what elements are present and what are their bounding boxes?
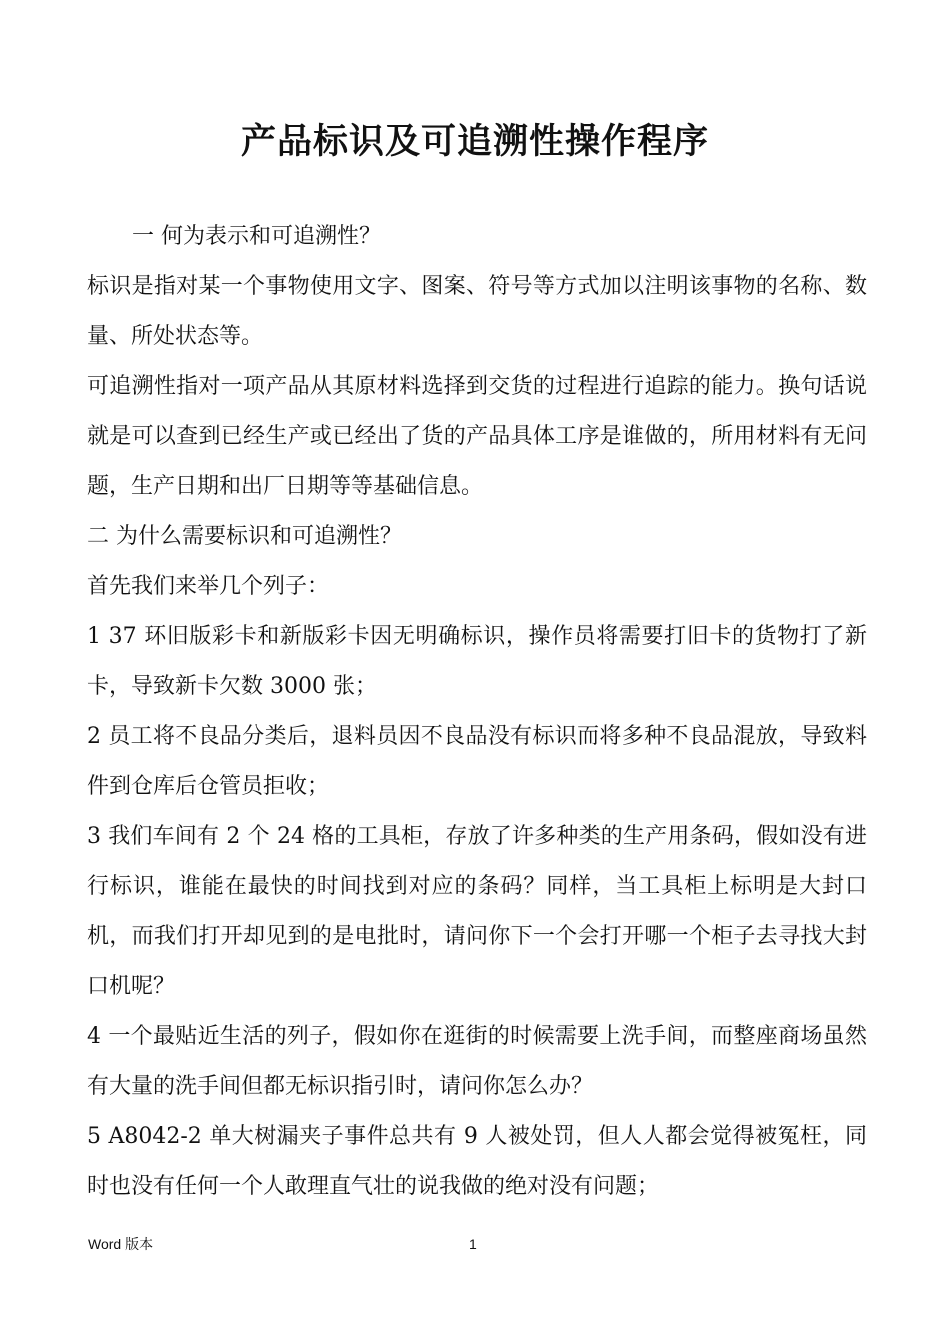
example-item-3: 3 我们车间有 2 个 24 格的工具柜，存放了许多种类的生产用条码，假如没有进行标识，谁能在最快的时间找到对应的条码？同样，当工具柜上标明是大封口机，而我们打开却见到的是电批时，请问你下一个会打开哪一个柜子去寻找大封口机呢？	[87, 824, 867, 999]
paragraph-traceability-definition: 可追溯性指对一项产品从其原材料选择到交货的过程进行追踪的能力。换句话说就是可以查到已经生产或已经出了货的产品具体工序是谁做的，所用材料有无问题，生产日期和出厂日期等等基础信息。	[87, 374, 867, 499]
paragraph-examples-intro: 首先我们来举几个列子：	[87, 574, 330, 599]
paragraph-identification-definition: 标识是指对某一个事物使用文字、图案、符号等方式加以注明该事物的名称、数量、所处状态等。	[87, 274, 867, 349]
document-title: 产品标识及可追溯性操作程序	[240, 121, 709, 162]
example-item-1: 1 37 环旧版彩卡和新版彩卡因无明确标识，操作员将需要打旧卡的货物打了新卡，导致新卡欠数 3000 张；	[87, 624, 867, 699]
example-item-5: 5 A8042-2 单大树漏夹子事件总共有 9 人被处罚，但人人都会觉得被冤枉，同时也没有任何一个人敢理直气壮的说我做的绝对没有问题；	[87, 1124, 867, 1199]
page-number: 1	[469, 1236, 477, 1252]
example-item-2: 2 员工将不良品分类后，退料员因不良品没有标识而将多种不良品混放，导致料件到仓库后仓管员拒收；	[87, 724, 867, 799]
document-body	[87, 212, 867, 1212]
example-item-4: 4 一个最贴近生活的列子，假如你在逛街的时候需要上洗手间，而整座商场虽然有大量的洗手间但都无标识指引时，请问你怎么办？	[87, 1024, 867, 1099]
footer-label: Word 版本	[88, 1236, 154, 1252]
section-heading-2: 二 为什么需要标识和可追溯性？	[87, 524, 402, 549]
section-heading-1: 一 何为表示和可追溯性？	[132, 224, 381, 249]
